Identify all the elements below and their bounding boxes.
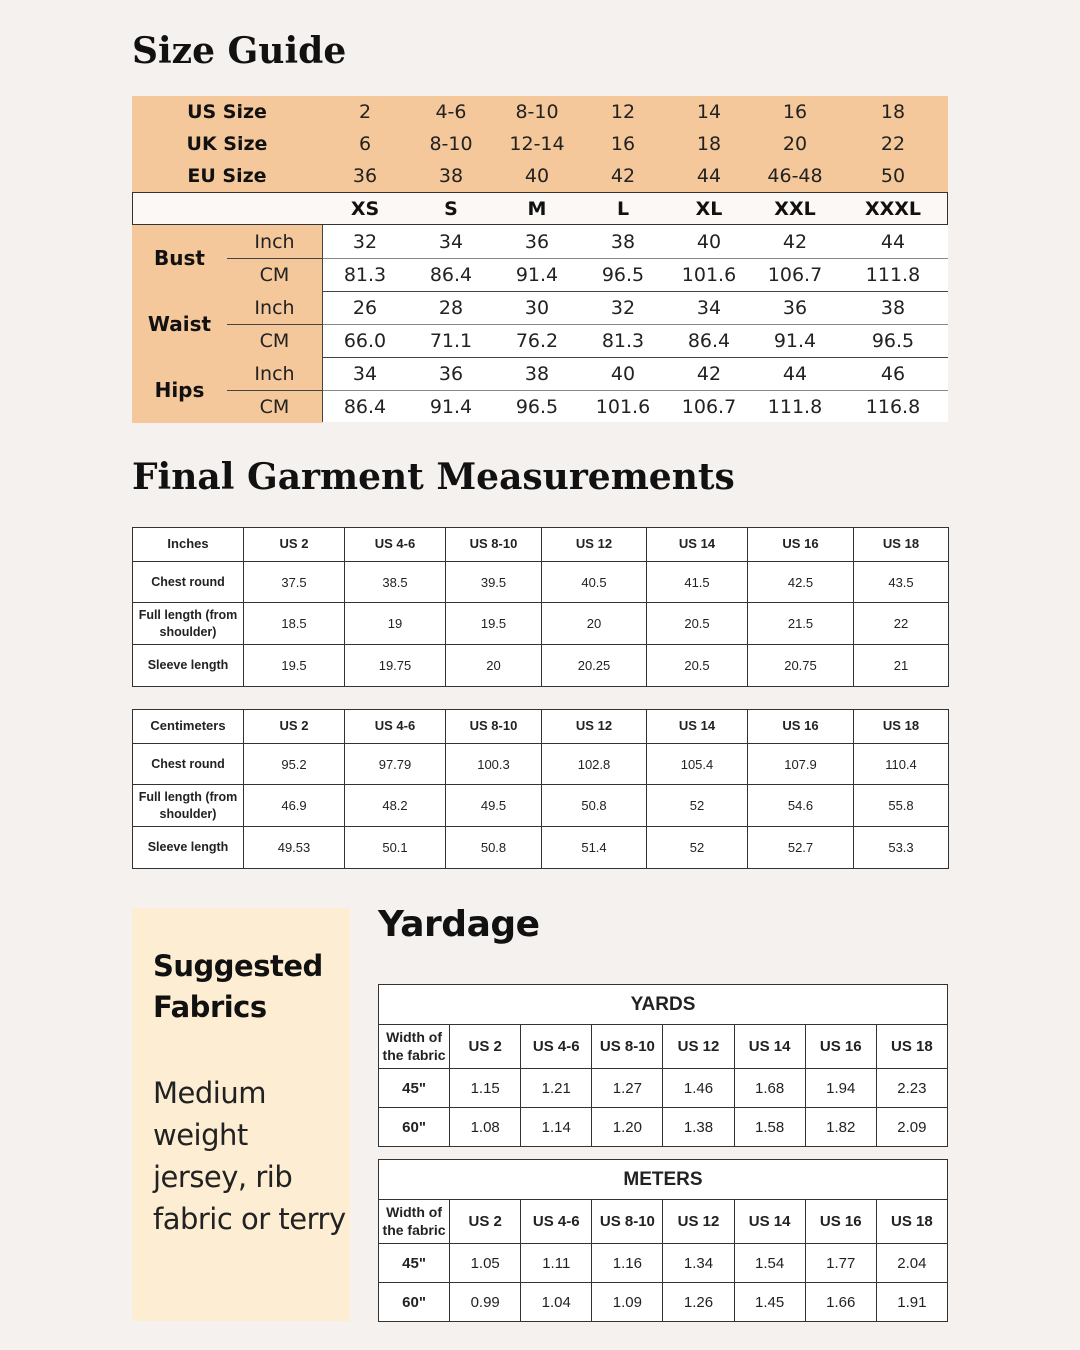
letter-size: M [527, 197, 547, 220]
table-header-row [379, 1200, 948, 1244]
size-value: 40 [524, 165, 550, 187]
row-divider [322, 390, 948, 391]
cm-value: 116.8 [865, 395, 921, 418]
measure-value: 21.5 [748, 603, 854, 645]
letter-size: XS [350, 197, 380, 220]
size-column-header: US 8-10 [592, 1025, 663, 1069]
size-value: 50 [880, 165, 906, 187]
cm-value: 101.6 [595, 395, 651, 418]
measure-value: 46.9 [244, 785, 345, 827]
size-guide-title: Size Guide [132, 30, 347, 72]
measure-value: 20.5 [647, 603, 748, 645]
inch-value: 40 [696, 230, 722, 253]
measure-label: Hips [154, 378, 205, 402]
yardage-value: 2.09 [876, 1108, 947, 1147]
size-value: 2 [358, 101, 372, 123]
yardage-value: 1.04 [521, 1283, 592, 1322]
size-value: 36 [352, 165, 378, 187]
table-row [133, 827, 949, 869]
table-header-row [379, 1025, 948, 1069]
cm-value: 106.7 [681, 395, 737, 418]
size-column-header: US 4-6 [345, 710, 446, 744]
yardage-value: 1.09 [592, 1283, 663, 1322]
yardage-value: 1.21 [521, 1069, 592, 1108]
size-column-header: US 4-6 [521, 1200, 592, 1244]
size-value: 4-6 [435, 101, 467, 123]
cm-value: 71.1 [429, 329, 473, 352]
size-column-header: US 16 [805, 1200, 876, 1244]
cm-value: 91.4 [429, 395, 473, 418]
inch-value: 30 [524, 296, 550, 319]
size-value: 22 [880, 133, 906, 155]
measure-value: 20 [446, 645, 542, 687]
yardage-value: 2.04 [876, 1244, 947, 1283]
size-column-header: US 18 [876, 1025, 947, 1069]
yardage-value: 1.15 [450, 1069, 521, 1108]
table-caption-row [379, 1160, 948, 1200]
garment-centimeters-table [132, 709, 949, 869]
suggested-fabrics-title: Suggested Fabrics [153, 949, 323, 1024]
measure-value: 39.5 [446, 562, 542, 603]
cm-value: 101.6 [681, 263, 737, 286]
size-value: 38 [438, 165, 464, 187]
measure-value: 19 [345, 603, 446, 645]
size-value: 16 [782, 101, 808, 123]
yardage-yards-table [378, 984, 948, 1147]
yardage-value: 1.58 [734, 1108, 805, 1147]
inch-value: 38 [610, 230, 636, 253]
measure-value: 110.4 [854, 744, 949, 785]
measure-value: 105.4 [647, 744, 748, 785]
letter-size: XXXL [864, 197, 922, 220]
inch-value: 34 [696, 296, 722, 319]
row-label: Chest round [133, 744, 244, 785]
size-value: 6 [358, 133, 372, 155]
table-row [133, 562, 949, 603]
garment-inches-table [132, 527, 949, 687]
yardage-value: 1.08 [450, 1108, 521, 1147]
measure-value: 95.2 [244, 744, 345, 785]
measure-value: 49.5 [446, 785, 542, 827]
letter-size: XXL [774, 197, 816, 220]
size-column-header: US 14 [734, 1200, 805, 1244]
width-header: Width of the fabric [379, 1200, 450, 1244]
letter-size: L [616, 197, 630, 220]
cm-value: 111.8 [865, 263, 921, 286]
inch-value: 32 [352, 230, 378, 253]
measure-value: 50.8 [542, 785, 647, 827]
cm-value: 91.4 [773, 329, 817, 352]
size-value: 12-14 [509, 133, 565, 155]
measure-value: 20.75 [748, 645, 854, 687]
section-divider [322, 291, 948, 292]
size-value: 8-10 [429, 133, 473, 155]
row-label: Full length (from shoulder) [133, 785, 244, 827]
yardage-value: 1.77 [805, 1244, 876, 1283]
measure-value: 102.8 [542, 744, 647, 785]
cm-value: 86.4 [687, 329, 731, 352]
row-label: Full length (from shoulder) [133, 603, 244, 645]
size-column-header: US 14 [647, 528, 748, 562]
table-row [379, 1069, 948, 1108]
size-system-label: EU Size [187, 165, 267, 187]
inch-value: 32 [610, 296, 636, 319]
yardage-value: 1.38 [663, 1108, 734, 1147]
size-value: 8-10 [515, 101, 559, 123]
unit-inch: Inch [254, 230, 295, 253]
label-column-divider [322, 225, 323, 422]
table-row [379, 1108, 948, 1147]
table-caption-row [379, 985, 948, 1025]
size-column-header: US 16 [805, 1025, 876, 1069]
measure-value: 52 [647, 827, 748, 869]
inch-value: 36 [782, 296, 808, 319]
yardage-value: 1.82 [805, 1108, 876, 1147]
measure-value: 51.4 [542, 827, 647, 869]
size-column-header: US 4-6 [521, 1025, 592, 1069]
table-row [133, 785, 949, 827]
measure-value: 97.79 [345, 744, 446, 785]
inch-value: 44 [880, 230, 906, 253]
yardage-value: 1.27 [592, 1069, 663, 1108]
table-caption: METERS [379, 1160, 948, 1200]
unit-cm: CM [259, 395, 290, 418]
size-value: 12 [610, 101, 636, 123]
yardage-value: 1.46 [663, 1069, 734, 1108]
garment-measurements-title: Final Garment Measurements [132, 456, 735, 498]
size-column-header: US 14 [734, 1025, 805, 1069]
measure-value: 18.5 [244, 603, 345, 645]
measure-value: 41.5 [647, 562, 748, 603]
cm-value: 86.4 [429, 263, 473, 286]
size-column-header: US 12 [663, 1025, 734, 1069]
inch-value: 34 [438, 230, 464, 253]
fabric-width-label: 45" [379, 1244, 450, 1283]
unit-divider [227, 324, 322, 325]
measure-value: 55.8 [854, 785, 949, 827]
measure-value: 43.5 [854, 562, 949, 603]
width-header: Width of the fabric [379, 1025, 450, 1069]
measure-value: 54.6 [748, 785, 854, 827]
size-column-header: US 2 [244, 528, 345, 562]
yardage-value: 1.91 [876, 1283, 947, 1322]
size-system-label: US Size [187, 101, 267, 123]
measure-value: 52 [647, 785, 748, 827]
letter-size: XL [695, 197, 723, 220]
measure-value: 53.3 [854, 827, 949, 869]
cm-value: 96.5 [871, 329, 915, 352]
unit-divider [227, 390, 322, 391]
yardage-value: 1.66 [805, 1283, 876, 1322]
size-value: 44 [696, 165, 722, 187]
size-column-header: US 12 [542, 528, 647, 562]
fabric-width-label: 45" [379, 1069, 450, 1108]
unit-inch: Inch [254, 362, 295, 385]
cm-value: 81.3 [601, 329, 645, 352]
measure-value: 21 [854, 645, 949, 687]
cm-value: 96.5 [601, 263, 645, 286]
measure-label: Bust [154, 246, 205, 270]
row-label: Chest round [133, 562, 244, 603]
yardage-value: 1.54 [734, 1244, 805, 1283]
inch-value: 36 [438, 362, 464, 385]
size-column-header: US 2 [244, 710, 345, 744]
cm-value: 66.0 [343, 329, 387, 352]
size-column-header: US 8-10 [446, 710, 542, 744]
size-value: 20 [782, 133, 808, 155]
table-row [133, 744, 949, 785]
size-value: 46-48 [767, 165, 823, 187]
table-row [133, 603, 949, 645]
yardage-value: 1.26 [663, 1283, 734, 1322]
inch-value: 42 [696, 362, 722, 385]
cm-value: 106.7 [767, 263, 823, 286]
size-value: 18 [696, 133, 722, 155]
size-value: 42 [610, 165, 636, 187]
size-value: 18 [880, 101, 906, 123]
size-column-header: US 18 [854, 710, 949, 744]
table-row [379, 1283, 948, 1322]
size-column-header: US 18 [854, 528, 949, 562]
measure-value: 20 [542, 603, 647, 645]
unit-divider [227, 258, 322, 259]
yardage-value: 2.23 [876, 1069, 947, 1108]
yardage-value: 1.68 [734, 1069, 805, 1108]
yardage-value: 1.20 [592, 1108, 663, 1147]
unit-cm: CM [259, 329, 290, 352]
suggested-fabrics-text: Medium weight jersey, rib fabric or terry [153, 1076, 346, 1236]
table-header-row [133, 528, 949, 562]
cm-value: 96.5 [515, 395, 559, 418]
size-column-header: US 16 [748, 528, 854, 562]
inch-value: 46 [880, 362, 906, 385]
table-header-row [133, 710, 949, 744]
inch-value: 28 [438, 296, 464, 319]
unit-header: Centimeters [133, 710, 244, 744]
measure-value: 19.75 [345, 645, 446, 687]
measure-value: 107.9 [748, 744, 854, 785]
row-divider [322, 258, 948, 259]
measure-label: Waist [147, 312, 212, 336]
measure-value: 52.7 [748, 827, 854, 869]
suggested-fabrics-panel [132, 908, 350, 1321]
yardage-title: Yardage [378, 904, 540, 945]
yardage-value: 1.11 [521, 1244, 592, 1283]
measure-value: 40.5 [542, 562, 647, 603]
measure-value: 19.5 [244, 645, 345, 687]
yardage-value: 1.45 [734, 1283, 805, 1322]
measure-value: 49.53 [244, 827, 345, 869]
size-column-header: US 12 [542, 710, 647, 744]
size-guide-table [132, 96, 948, 422]
unit-header: Inches [133, 528, 244, 562]
cm-value: 76.2 [515, 329, 559, 352]
inch-value: 26 [352, 296, 378, 319]
row-label: Sleeve length [133, 827, 244, 869]
cm-value: 86.4 [343, 395, 387, 418]
table-row [133, 645, 949, 687]
inch-value: 38 [524, 362, 550, 385]
table-row [379, 1244, 948, 1283]
size-column-header: US 4-6 [345, 528, 446, 562]
measure-value: 22 [854, 603, 949, 645]
unit-inch: Inch [254, 296, 295, 319]
measure-value: 48.2 [345, 785, 446, 827]
yardage-value: 1.14 [521, 1108, 592, 1147]
yardage-value: 1.16 [592, 1244, 663, 1283]
inch-value: 40 [610, 362, 636, 385]
section-divider [322, 357, 948, 358]
size-value: 16 [610, 133, 636, 155]
row-divider [322, 324, 948, 325]
measure-value: 19.5 [446, 603, 542, 645]
inch-value: 34 [352, 362, 378, 385]
inch-value: 42 [782, 230, 808, 253]
fabric-width-label: 60" [379, 1283, 450, 1322]
cm-value: 111.8 [767, 395, 823, 418]
measure-value: 100.3 [446, 744, 542, 785]
cm-value: 91.4 [515, 263, 559, 286]
yardage-value: 0.99 [450, 1283, 521, 1322]
size-system-label: UK Size [186, 133, 268, 155]
measure-value: 50.8 [446, 827, 542, 869]
inch-value: 36 [524, 230, 550, 253]
inch-value: 38 [880, 296, 906, 319]
size-column-header: US 8-10 [446, 528, 542, 562]
measure-value: 37.5 [244, 562, 345, 603]
unit-cm: CM [259, 263, 290, 286]
table-caption: YARDS [379, 985, 948, 1025]
size-column-header: US 14 [647, 710, 748, 744]
size-value: 14 [696, 101, 722, 123]
yardage-value: 1.05 [450, 1244, 521, 1283]
measure-value: 20.25 [542, 645, 647, 687]
measure-value: 42.5 [748, 562, 854, 603]
yardage-meters-table [378, 1159, 948, 1322]
letter-size: S [444, 197, 458, 220]
measure-value: 50.1 [345, 827, 446, 869]
measure-value: 20.5 [647, 645, 748, 687]
size-column-header: US 2 [450, 1025, 521, 1069]
cm-value: 81.3 [343, 263, 387, 286]
inch-value: 44 [782, 362, 808, 385]
size-column-header: US 16 [748, 710, 854, 744]
size-column-header: US 2 [450, 1200, 521, 1244]
fabric-width-label: 60" [379, 1108, 450, 1147]
yardage-value: 1.94 [805, 1069, 876, 1108]
size-column-header: US 12 [663, 1200, 734, 1244]
measure-value: 38.5 [345, 562, 446, 603]
row-label: Sleeve length [133, 645, 244, 687]
yardage-value: 1.34 [663, 1244, 734, 1283]
size-column-header: US 8-10 [592, 1200, 663, 1244]
size-column-header: US 18 [876, 1200, 947, 1244]
